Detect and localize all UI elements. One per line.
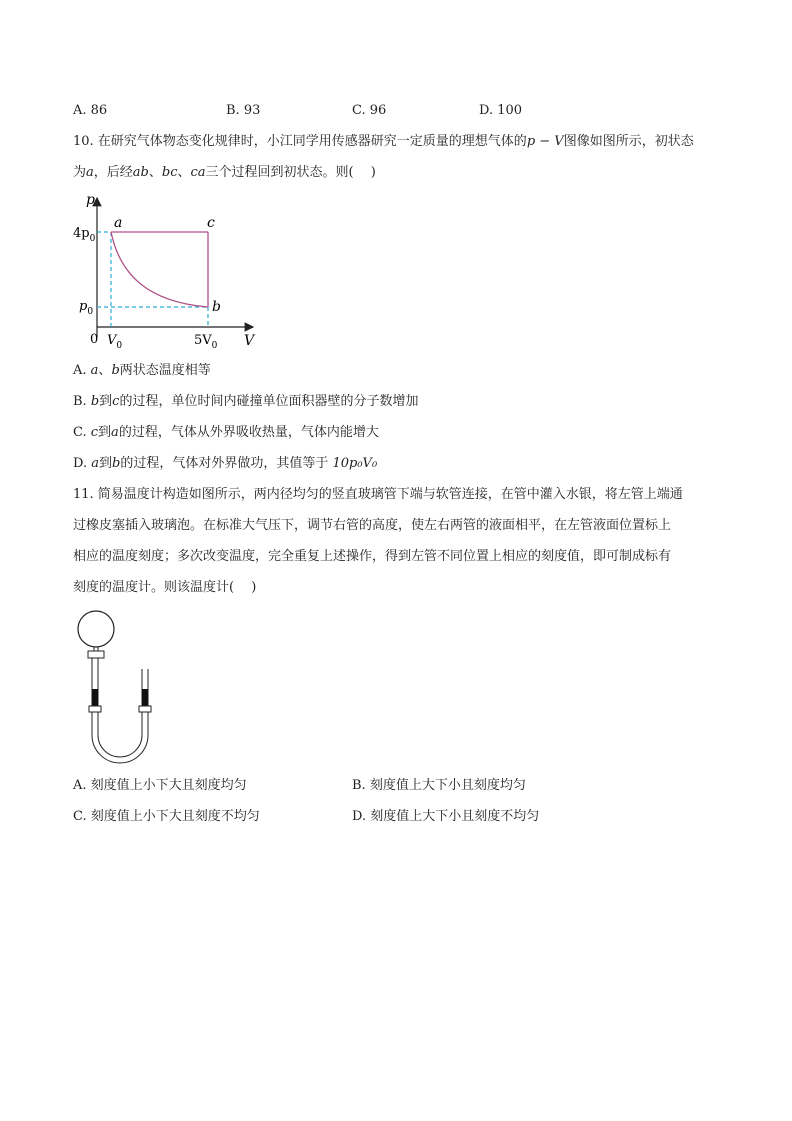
q11-stem-line4: 刻度的温度计。则该温度计( ) [73, 580, 257, 595]
q9-option-a: A. 86 [73, 103, 108, 118]
q10-option-b: B. b到c的过程，单位时间内碰撞单位面积器壁的分子数增加 [73, 394, 419, 409]
q11-option-c: C. 刻度值上小下大且刻度不均匀 [73, 809, 260, 824]
q10-stem-text: 为 [73, 165, 87, 180]
right-connector [139, 706, 151, 712]
q9-option-d: D. 100 [479, 103, 523, 118]
q11-stem-line2: 过橡皮塞插入玻璃泡。在标准大气压下，调节右管的高度，使左右两管的液面相平，在左管液面位置标上 [73, 518, 672, 533]
q10-stem-text: 三个过程回到初状态。则( ) [205, 165, 376, 180]
thermometer-diagram [68, 605, 168, 765]
pv-diagram [70, 190, 270, 350]
left-mercury [92, 689, 98, 706]
tick-4p0: $4p_0$ [73, 226, 96, 244]
q10-stem-text: 、 [148, 165, 162, 180]
process-ab [111, 232, 208, 307]
tick-5v0: $5V_0$ [194, 333, 218, 350]
q9-option-b: B. 93 [226, 103, 261, 118]
q10-option-d: D. a到b的过程，气体对外界做功，其值等于 10p₀V₀ [73, 456, 378, 471]
q10-stem-pv: p − V [526, 134, 564, 149]
label-p-axis: p [86, 192, 95, 208]
tick-p0: $p_0$ [79, 299, 94, 317]
q10-stem-var: ab [132, 165, 149, 180]
q10-stem-text: ，后经 [93, 165, 133, 180]
label-a: a [114, 215, 123, 231]
q11-option-b: B. 刻度值上大下小且刻度均匀 [352, 778, 526, 793]
label-c: c [207, 215, 215, 231]
q10-stem-text-end: 图像如图所示，初状态 [563, 134, 694, 149]
soft-hose-outer [92, 712, 148, 763]
q10-stem-line1 [73, 133, 694, 151]
label-b: b [212, 299, 221, 315]
glass-bulb [78, 611, 114, 647]
label-v-axis: V [244, 333, 255, 349]
q10-option-c: C. c到a的过程，气体从外界吸收热量，气体内能增大 [73, 425, 379, 440]
left-connector [89, 706, 101, 712]
rubber-stopper [88, 651, 104, 658]
tick-v0: $V_0$ [107, 333, 123, 350]
q10-stem-var: a [86, 165, 94, 180]
q10-stem-var: bc [161, 165, 178, 180]
right-mercury [142, 689, 148, 706]
q11-option-d: D. 刻度值上大下小且刻度不均匀 [352, 809, 540, 824]
soft-hose-inner [98, 712, 142, 757]
q11-option-a: A. 刻度值上小下大且刻度均匀 [73, 778, 247, 793]
q9-option-c: C. 96 [352, 103, 387, 118]
label-origin: 0 [90, 332, 99, 347]
q11-stem-line3: 相应的温度刻度；多次改变温度，完全重复上述操作，得到左管不同位置上相应的刻度值，即可制成标有 [73, 549, 672, 564]
q10-stem-line2 [73, 164, 376, 182]
q11-stem-line1: 11. 简易温度计构造如图所示，两内径均匀的竖直玻璃管下端与软管连接，在管中灌入水银，将左管上端通 [73, 487, 683, 502]
q10-stem-text: 、 [177, 165, 191, 180]
q10-stem-var: ca [190, 165, 206, 180]
q10-stem-text: 10. 在研究气体物态变化规律时，小江同学用传感器研究一定质量的理想气体的 [73, 134, 527, 149]
q10-option-a: A. a、b两状态温度相等 [73, 363, 211, 378]
